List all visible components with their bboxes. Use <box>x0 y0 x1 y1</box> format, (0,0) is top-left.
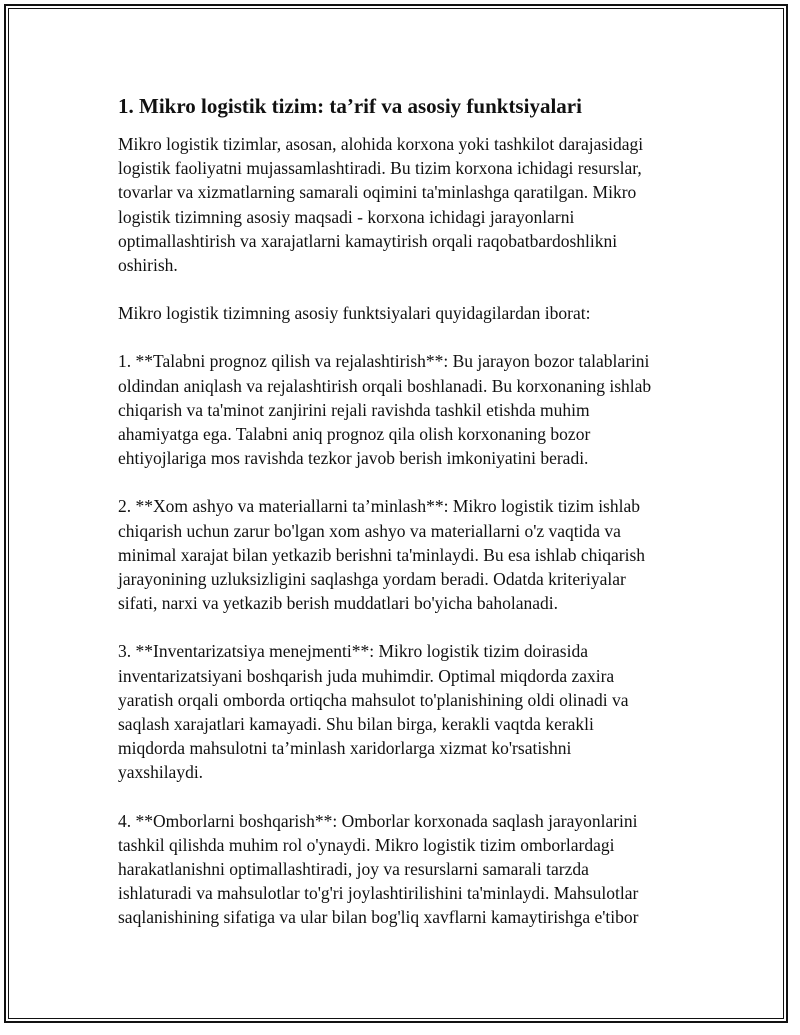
paragraph-item-2: 2. **Xom ashyo va materiallarni ta’minlash**: Mikro logistik tizim ishlab chiqarish uchun zarur bo'lgan xom ashyo va materiallarni o'z vaqtida va minimal xarajat bilan yetkazib berishni ta'minlaydi. Bu esa ishlab chiqarish jarayonining uzluksizligini saqlashga yordam beradi. Odatda kriteriyalar sifati, narxi va yetkazib berish muddatlari bo'yicha baholanadi. <box>118 496 646 614</box>
section-heading: 1. Mikro logistik tizim: ta’rif va asosiy funktsiyalari <box>118 94 582 118</box>
paragraph-item-3: 3. **Inventarizatsiya menejmenti**: Mikro logistik tizim doirasida inventarizatsiyani boshqarish juda muhimdir. Optimal miqdorda zaxira yaratish orqali omborda ortiqcha mahsulot to'planishining oldi olinadi va saqlash xarajatlari kamayadi. Shu bilan birga, kerakli vaqtda kerakli miqdorda mahsulotni ta’minlash xaridorlarga xizmat ko'rsatishni yaxshilaydi. <box>118 641 629 783</box>
paragraph-item-1: 1. **Talabni prognoz qilish va rejalashtirish**: Bu jarayon bozor talablarini oldindan aniqlash va rejalashtirish orqali boshlanadi. Bu korxonaning ishlab chiqarish va ta'minot zanjirini rejali ravishda tashkil etishda muhim ahamiyatga ega. Talabni aniq prognoz qila olish korxonaning bozor ehtiyojlariga mos ravishda tezkor javob berish imkoniyatini beradi. <box>118 351 652 469</box>
paragraph-intro: Mikro logistik tizimlar, asosan, alohida korxona yoki tashkilot darajasidagi logistik faoliyatni mujassamlashtiradi. Bu tizim korxona ichidagi resurslar, tovarlar va xizmatlarning samarali oqimini ta'minlashga qaratilgan. Mikro logistik tizimning asosiy maqsadi - korxona ichidagi jarayonlarni optimallashtirish va xarajatlarni kamaytirish orqali raqobatbardoshlikni oshirish. <box>118 134 644 276</box>
paragraph-item-4: 4. **Omborlarni boshqarish**: Omborlar korxonada saqlash jarayonlarini tashkil qilishda muhim rol o'ynaydi. Mikro logistik tizim omborlardagi harakatlanishni optimallashtiradi, joy va resurslarni samarali tarzda ishlaturadi va mahsulotlar to'g'ri joylashtirilishini ta'minlaydi. Mahsulotlar saqlanishining sifatiga va ular bilan bog'liq xavflarni kamaytirishga e'tibor <box>118 810 639 928</box>
paragraph-functions-lead: Mikro logistik tizimning asosiy funktsiyalari quyidagilardan iborat: <box>118 303 591 324</box>
document-body <box>118 92 698 954</box>
